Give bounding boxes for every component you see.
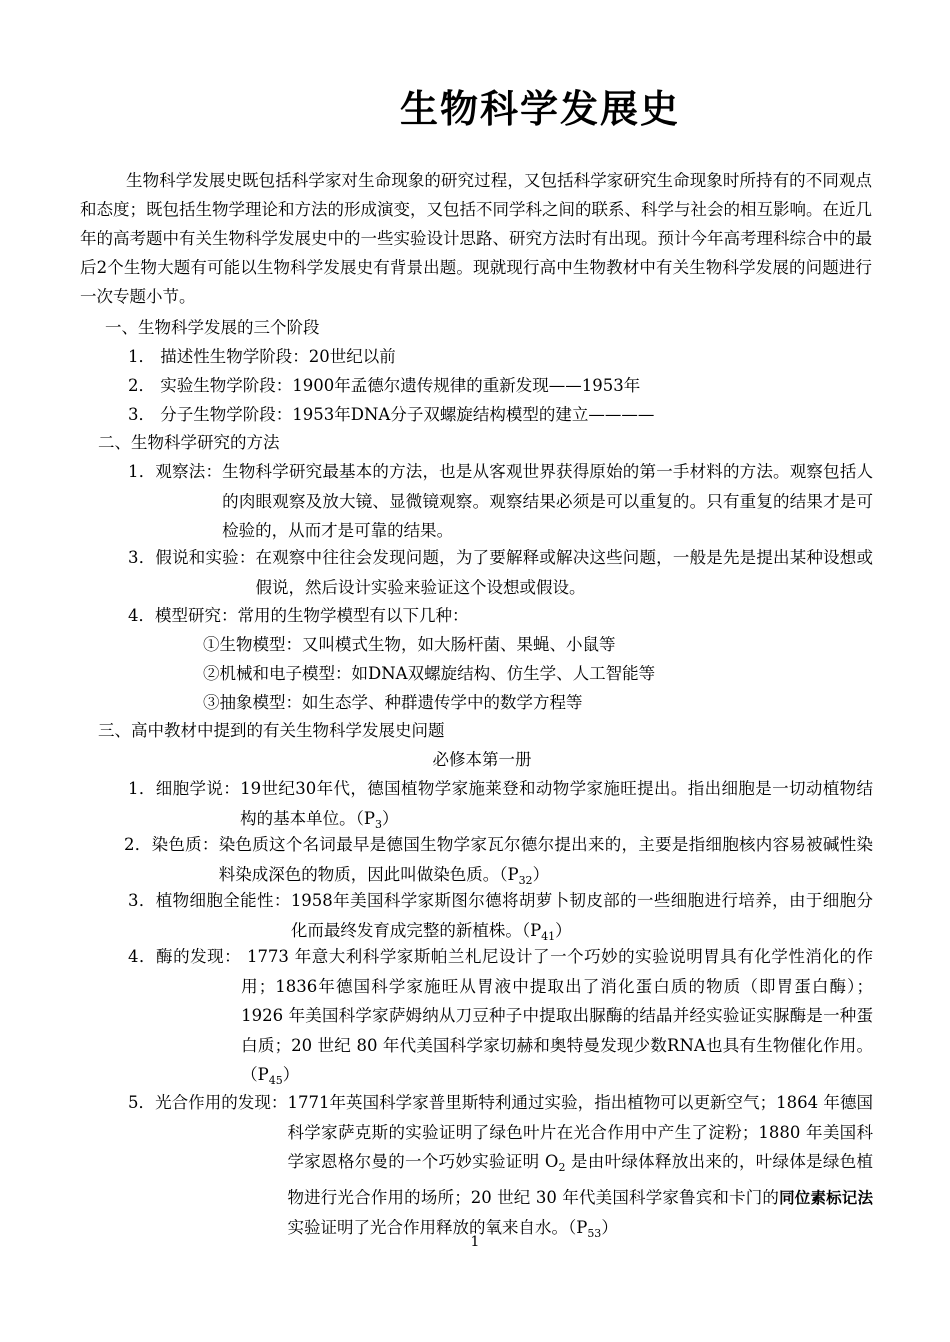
section1-heading: 一、生物科学发展的三个阶段	[105, 318, 320, 337]
item3-text: 1958年美国科学家斯图尔德将胡萝卜韧皮部的一些细胞进行培养，由于细胞分化而最终发育成完整的新植株。（P	[290, 891, 873, 940]
item1-page: 3	[374, 817, 382, 831]
item5-o2-subscript: 2	[558, 1161, 566, 1174]
item5-label: 5．光合作用的发现：	[128, 1093, 288, 1112]
item3-page: 41	[541, 929, 556, 943]
item5-page: 53	[587, 1227, 602, 1240]
section3-heading: 三、高中教材中提到的有关生物科学发展史问题	[98, 721, 445, 740]
observation-method	[128, 457, 873, 546]
item-totipotency: 3．植物细胞全能性：1958年美国科学家斯图尔德将胡萝卜韧皮部的一些细胞进行培养，由于细胞分化而最终发育成完整的新植株。$(P_{41})$	[128, 891, 873, 943]
item-cell-theory: 1．细胞学说：19世纪30年代，德国植物学家施莱登和动物学家施旺提出。指出细胞是一切动植物结构的基本单位。$(P_3)$	[128, 779, 873, 831]
model-research-line: 4．模型研究：常用的生物学模型有以下几种：	[128, 606, 469, 625]
observation-text: 生物科学研究最基本的方法，也是从客观世界获得原始的第一手材料的方法。观察包括人的肉眼观察及放大镜、显微镜观察。观察结果必须是可以重复的。只有重复的结果才是可检验的，从而才是可靠的结果。	[222, 462, 874, 540]
item4-page: 45	[268, 1074, 283, 1087]
book-label: 必修本第一册	[432, 750, 532, 769]
item4-text: 1773 年意大利科学家斯帕兰札尼设计了一个巧妙的实验说明胃具有化学性消化的作用；1836年德国科学家施旺从胃液中提取出了消化蛋白质的物质（即胃蛋白酶）；1926 年美国科学家萨姆纳从刀豆种子中提取出脲酶的结晶并经实验证实脲酶是一种蛋白质；20 世纪 80 年代美国科学家切赫和奥特曼发现少数RNA也具有生物催化作用。（P	[241, 947, 873, 1084]
section1-item-2: 2． 实验生物学阶段：1900年孟德尔遗传规律的重新发现——1953年	[128, 376, 641, 395]
page-title: 生物科学发展史	[399, 87, 680, 131]
intro-paragraph: 生物科学发展史既包括科学家对生命现象的研究过程，又包括科学家研究生命现象时所持有的不同观点和态度；既包括生物学理论和方法的形成演变，又包括不同学科之间的联系、科学与社会的相互影响。在近几年的高考题中有关生物科学发展史中的一些实验设计思路、研究方法时有出现。预计今年高考理科综合中的最后2个生物大题有可能以生物科学发展史有背景出题。现就现行高中生物教材中有关生物科学发展的问题进行一次专题小节。	[80, 171, 872, 306]
model-item-3: ③抽象模型：如生态学、种群遗传学中的数学方程等	[203, 693, 583, 712]
item5-text-a: 1771年英国科学家普里斯特利通过实验，指出植物可以更新空气；1864 年德国科学家萨克斯的实验证明了绿色叶片在光合作用中产生了淀粉；1880 年美国科学家恩格尔曼的一个巧妙实验证明 O	[287, 1093, 874, 1171]
item2-page: 32	[518, 873, 533, 887]
section2-heading: 二、生物科学研究的方法	[98, 433, 280, 452]
item1-text: 19世纪30年代，德国植物学家施莱登和动物学家施旺提出。指出细胞是一切动植物结构的基本单位。（P	[240, 779, 873, 828]
item4-label: 4．酶的发现：	[128, 947, 242, 966]
section1-item-1: 1． 描述性生物学阶段：20世纪以前	[128, 347, 396, 366]
item1-label: 1．细胞学说：	[128, 779, 241, 798]
item2-text: 染色质这个名词最早是德国生物学家瓦尔德尔提出来的，主要是指细胞核内容易被碱性染料染成深色的物质，因此叫做染色质。（P	[218, 835, 873, 884]
page-number: 1	[470, 1234, 480, 1250]
section1-item-3: 3． 分子生物学阶段：1953年DNA分子双螺旋结构模型的建立————	[128, 405, 655, 424]
item2-label: 2．染色质：	[124, 835, 219, 854]
hypothesis-label: 3．假说和实验：	[128, 548, 256, 567]
item-chromatin: 2．染色质：染色质这个名词最早是德国生物学家瓦尔德尔提出来的，主要是指细胞核内容易被碱性染料染成深色的物质，因此叫做染色质。$(P_{32})$	[124, 835, 873, 887]
hypothesis-method	[128, 543, 873, 602]
item3-label: 3．植物细胞全能性：	[128, 891, 291, 910]
item5-isotope-method: 同位素标记法	[779, 1188, 873, 1207]
item-enzyme: 4．酶的发现： 1773 年意大利科学家斯帕兰札尼设计了一个巧妙的实验说明胃具有化学性消化的作用；1836年德国科学家施旺从胃液中提取出了消化蛋白质的物质（即胃蛋白酶）；1926 年美国科学家萨姆纳从刀豆种子中提取出脲酶的结晶并经实验证实脲酶是一种蛋白质；20 世纪 80 年代美国科学家切赫和奥特曼发现少数RNA也具有生物催化作用。$(P_{45})$	[128, 947, 873, 1087]
item-photosynthesis: 5．光合作用的发现：1771年英国科学家普里斯特利通过实验，指出植物可以更新空气；1864 年德国科学家萨克斯的实验证明了绿色叶片在光合作用中产生了淀粉；1880 年美国科学家恩格尔曼的一个巧妙实验证明 $O_2$ 是由叶绿体释放出来的，叶绿体是绿色植物进行光合作用的场所；20 世纪 30 年代美国科学家鲁宾和卡门的同位素标记法实验证明了光合作用释放的氧来自水。$(P_{53})$	[128, 1093, 874, 1240]
model-item-1: ①生物模型：又叫模式生物，如大肠杆菌、果蝇、小鼠等	[203, 635, 616, 654]
item5-text-b: 是由叶绿体释放出来的，叶绿体是绿色植物进行光合作用的场所；20 世纪 30 年代美国科学家鲁宾和卡门的	[287, 1152, 874, 1207]
model-item-2: ②机械和电子模型：如DNA双螺旋结构、仿生学、人工智能等	[203, 664, 656, 683]
hypothesis-text: 在观察中往往会发现问题，为了要解释或解决这些问题，一般是先是提出某种设想或假说，然后设计实验来验证这个设想或假设。	[255, 548, 874, 597]
item5-text-c: 实验证明了光合作用释放的氧来自水。（P	[287, 1218, 588, 1237]
observation-label: 1．观察法：	[128, 462, 223, 481]
